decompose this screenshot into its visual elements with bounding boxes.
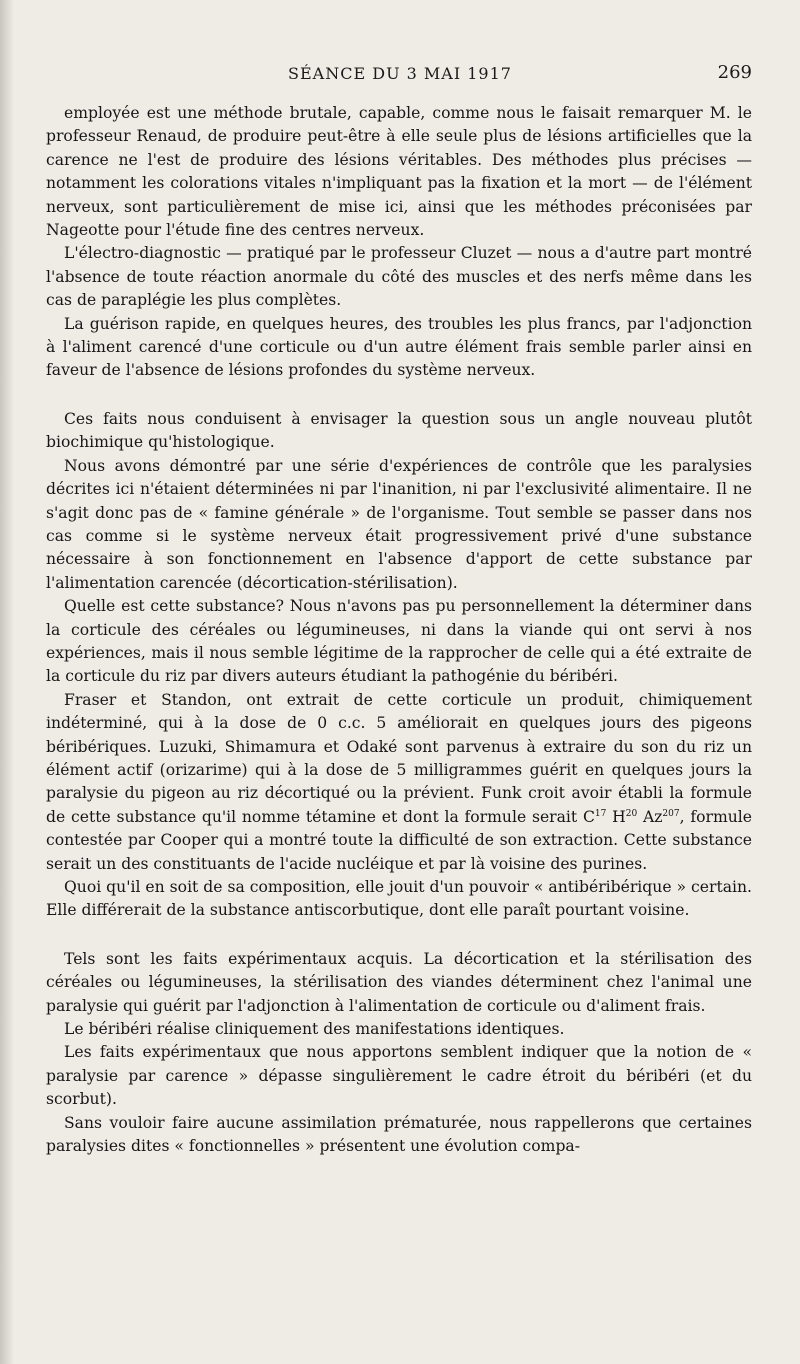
page-header xyxy=(46,60,754,90)
paragraph-methods: employée est une méthode brutale, capable, comme nous le faisait remarquer M. le professeur Renaud, de produire peut-être à elle seule plus de lésions artificielles que la carence ne l'est de produire des lésions véritables. Des méthodes plus précises — notamment les colorations vitales n'impliquant pas la fixation et la mort — de l'élément nerveux, sont particulièrement de mise ici, ainsi que les méthodes préconisées par Nageotte pour l'étude fine des centres nerveux. xyxy=(46,104,752,240)
page-number: 269 xyxy=(717,62,752,83)
running-head: SÉANCE DU 3 MAI 1917 xyxy=(288,64,512,83)
paragraph-rapid-cure: La guérison rapide, en quelques heures, des troubles les plus francs, par l'adjonction à l'aliment carencé d'une corticule ou d'un autre élément frais semble parler ainsi en faveur de l'absence de lésions profondes du système nerveux. xyxy=(46,314,752,380)
fraser-text-before: Fraser et Standon, ont extrait de cette corticule un produit, chimiquement indéterminé, qui à la dose de 0 c.c. 5 améliorait en quelques jours des pigeons béribériques. Luzuki, Shimamura et Odaké sont parvenus à extraire du son du riz un élément actif (orizarime) qui à la dose de 5 milligrammes guérit en quelques jours la paralysie du pigeon au riz décortiqué ou la prévient. Funk croit avoir établi la formule de cette substance qu'il nomme tétamine et dont la formule serait C xyxy=(46,690,752,826)
paragraph-electro-diagnostic: L'électro-diagnostic — pratiqué par le professeur Cluzet — nous a d'autre part montré l'absence de toute réaction anormale du côté des muscles et des nerfs même dans les cas de paraplégie les plus complètes. xyxy=(46,244,752,310)
formula-superscript-c: 17 xyxy=(594,808,607,819)
paragraph-fraser-standon xyxy=(46,689,752,876)
paragraph-carence-notion: Les faits expérimentaux que nous apportons semblent indiquer que la notion de « paralysie par carence » dépasse singulièrement le cadre étroit du béribéri (et du scorbut). xyxy=(46,1043,752,1109)
paragraph-composition: Quoi qu'il en soit de sa composition, elle jouit d'un pouvoir « antibéribérique » certain. Elle différerait de la substance antiscorbutique, dont elle paraît pourtant voisine. xyxy=(46,878,752,920)
fraser-text-after: , formule contestée par Cooper qui a montré toute la difficulté de son extraction. Cette substance serait un des constituants de l'acide nucléique et par là voisine des purines. xyxy=(46,807,752,873)
formula-superscript-h: 20 xyxy=(625,808,638,819)
formula-text-az: Az xyxy=(637,807,663,826)
paragraph-beriberi: Le béribéri réalise cliniquement des manifestations identiques. xyxy=(64,1020,565,1039)
formula-superscript-az: 207 xyxy=(662,808,680,819)
formula-text-h: H xyxy=(606,807,626,826)
paragraph-control-experiments: Nous avons démontré par une série d'expériences de contrôle que les paralysies décrites ici n'étaient déterminées ni par l'inanition, ni par l'exclusivité alimentaire. Il ne s'agit donc pas de « famine générale » de l'organisme. Tout semble se passer dans nos cas comme si le système nerveux était progressivement privé d'une substance nécessaire à son fonctionnement en l'absence d'apport de cette substance par l'alimentation carencée (décortication-stérilisation). xyxy=(46,456,752,592)
paragraph-functional-paralyses: Sans vouloir faire aucune assimilation prématurée, nous rappellerons que certaines paralysies dites « fonctionnelles » présentent une évolution compa- xyxy=(46,1113,752,1156)
paragraph-what-substance: Quelle est cette substance? Nous n'avons pas pu personnellement la déterminer dans la corticule des céréales ou légumineuses, ni dans la viande qui ont servi à nos expériences, mais il nous semble légitime de la rapprocher de celle qui a été extraite de la corticule du riz par divers auteurs étudiant la pathogénie du béribéri. xyxy=(46,597,752,686)
paragraph-acquired-facts: Tels sont les faits expérimentaux acquis. La décortication et la stérilisation des céréales ou légumineuses, la stérilisation des viandes déterminent chez l'animal une paralysie qui guérit par l'adjonction à l'alimentation de corticule ou d'aliment frais. xyxy=(46,949,752,1015)
paragraph-biochemical-angle: Ces faits nous conduisent à envisager la question sous un angle nouveau plutôt biochimique qu'histologique. xyxy=(46,409,752,452)
body-text xyxy=(46,102,752,1158)
